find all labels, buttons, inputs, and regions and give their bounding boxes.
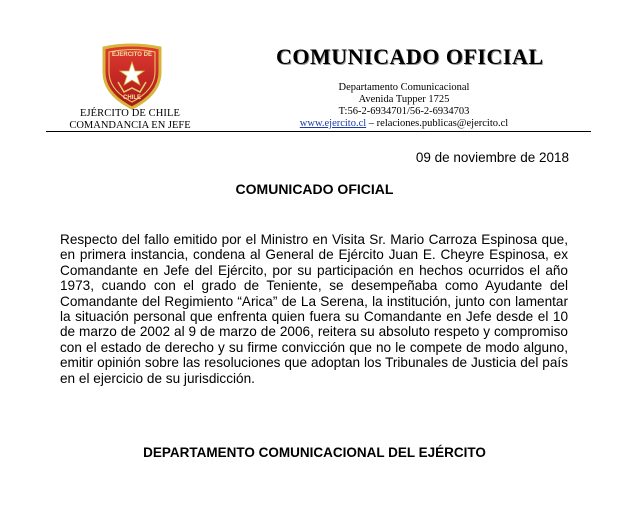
department-name: Departamento Comunicacional xyxy=(338,82,470,93)
header-title: COMUNICADO OFICIAL xyxy=(276,44,544,69)
org-subtitle: COMANDANCIA EN JEFE xyxy=(69,120,191,131)
document-title: COMUNICADO OFICIAL xyxy=(235,181,394,197)
department-address: Avenida Tupper 1725 xyxy=(358,94,450,105)
department-phone: T:56-2-6934701/56-2-6934703 xyxy=(338,106,470,117)
header-divider xyxy=(46,131,591,132)
department-contact-block xyxy=(296,82,512,130)
org-name: EJÉRCITO DE CHILE xyxy=(79,108,181,119)
contact-line xyxy=(296,118,512,130)
contact-email: relaciones.publicas@ejercito.cl xyxy=(376,118,509,129)
emblem-top-text: EJERCITO DE xyxy=(112,52,152,58)
army-shield-emblem xyxy=(96,42,168,112)
document-body: Respecto del fallo emitido por el Ministro en Visita Sr. Mario Carroza Espinosa que, en primera instancia, condena al General de Ejército Juan E. Cheyre Espinosa, ex Comandante en Jefe del Ejército, por su participación en hechos ocurridos el año 1973, cuando con el grado de Teniente, se desempeñaba como Ayudante del Comandante del Regimiento “Arica” de La Serena, la institución, junto con lamentar la situación personal que enfrenta quien fuera su Comandante en Jefe desde el 10 de marzo de 2002 al 9 de marzo de 2006, reitera su absoluto respeto y compromiso con el estado de derecho y su firme convicción que no le compete de modo alguno, emitir opinión sobre las resoluciones que adoptan los Tribunales de Justicia del país en el ejercicio de su jurisdicción. xyxy=(60,232,568,386)
website-link[interactable]: www.ejercito.cl xyxy=(299,118,367,129)
contact-separator: – xyxy=(366,118,377,129)
document-signature: DEPARTAMENTO COMUNICACIONAL DEL EJÉRCITO xyxy=(143,445,486,460)
emblem-bottom-text: CHILE xyxy=(123,95,141,101)
document-date: 09 de noviembre de 2018 xyxy=(415,150,569,165)
